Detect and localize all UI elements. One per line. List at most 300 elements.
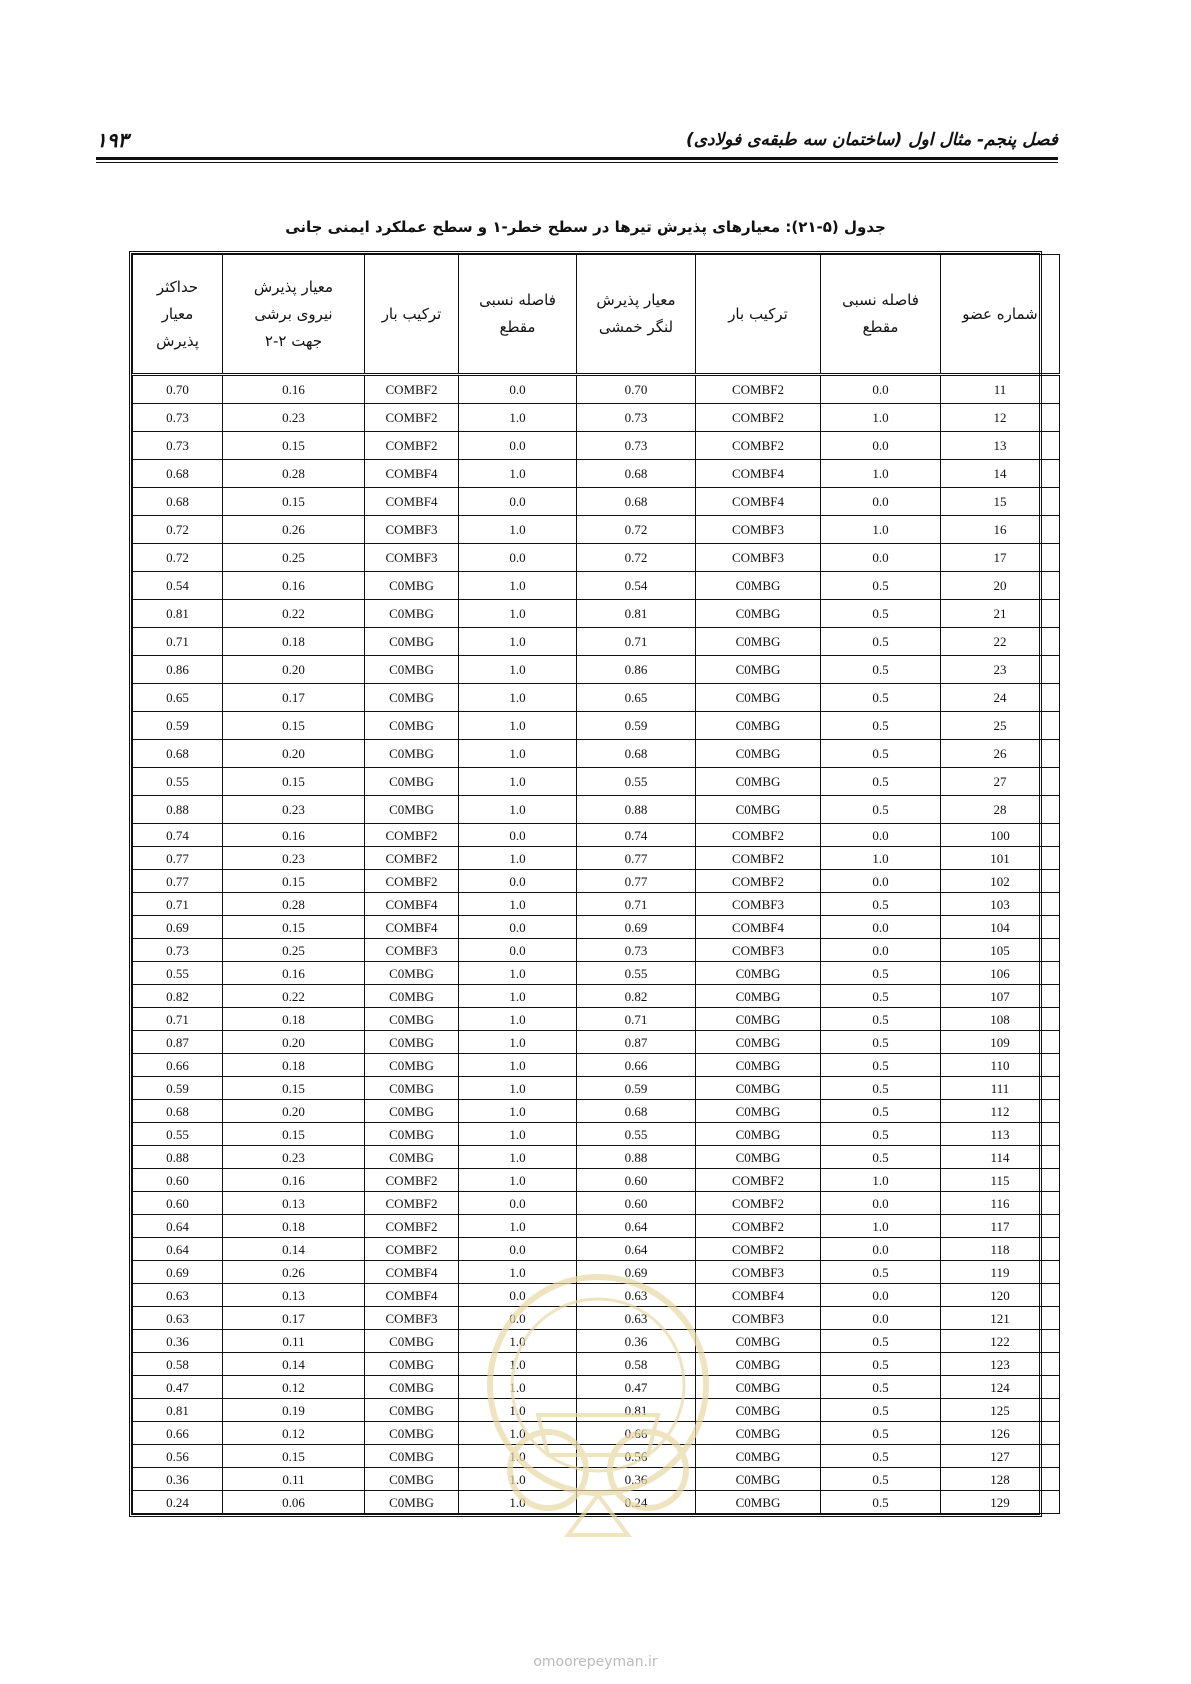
table-cell: C0MBG	[696, 1445, 821, 1468]
table-cell: 1.0	[459, 1330, 577, 1353]
table-cell: COMBF4	[696, 460, 821, 488]
table-cell: 1.0	[459, 1031, 577, 1054]
table-cell: 1.0	[821, 404, 941, 432]
table-cell: 0.23	[223, 847, 365, 870]
table-cell: 0.16	[223, 824, 365, 847]
table-cell: C0MBG	[696, 1330, 821, 1353]
table-cell: 1.0	[459, 712, 577, 740]
table-cell: 0.0	[821, 432, 941, 460]
table-cell: 1.0	[459, 1491, 577, 1514]
column-header	[941, 255, 1060, 375]
table-cell: 1.0	[459, 460, 577, 488]
table-row	[133, 656, 1060, 684]
table-cell: 1.0	[459, 985, 577, 1008]
table-cell: 0.71	[577, 893, 696, 916]
table-cell: 0.5	[821, 1330, 941, 1353]
table-cell: 0.15	[223, 1445, 365, 1468]
table-cell: 0.68	[577, 740, 696, 768]
table-cell: 1.0	[459, 1399, 577, 1422]
table-cell: 0.28	[223, 460, 365, 488]
column-header	[133, 255, 223, 375]
table-row	[133, 870, 1060, 893]
table-cell: COMBF2	[696, 870, 821, 893]
table-cell: 22	[941, 628, 1060, 656]
table-cell: COMBF3	[365, 544, 459, 572]
table-cell: 0.73	[577, 939, 696, 962]
table-cell: C0MBG	[365, 572, 459, 600]
table-cell: 0.23	[223, 404, 365, 432]
table-row	[133, 628, 1060, 656]
table-cell: C0MBG	[365, 1123, 459, 1146]
table-cell: 0.0	[821, 375, 941, 404]
table-cell: 0.55	[577, 1123, 696, 1146]
table-cell: 0.64	[133, 1215, 223, 1238]
table-cell: 0.5	[821, 1491, 941, 1514]
table-cell: 0.13	[223, 1192, 365, 1215]
table-cell: 0.81	[133, 600, 223, 628]
table-cell: 127	[941, 1445, 1060, 1468]
table-cell: C0MBG	[696, 1376, 821, 1399]
table-cell: COMBF4	[365, 460, 459, 488]
table-row	[133, 1491, 1060, 1514]
table-cell: 0.88	[133, 1146, 223, 1169]
table-cell: COMBF3	[365, 1307, 459, 1330]
table-cell: 0.17	[223, 1307, 365, 1330]
table-row	[133, 404, 1060, 432]
table-cell: 0.5	[821, 1468, 941, 1491]
column-header-line: مقطع	[862, 318, 899, 336]
table-cell: 1.0	[459, 600, 577, 628]
table-cell: C0MBG	[365, 684, 459, 712]
table-cell: C0MBG	[696, 1077, 821, 1100]
table-cell: C0MBG	[365, 1031, 459, 1054]
table-cell: 0.15	[223, 1077, 365, 1100]
table-cell: 0.18	[223, 1215, 365, 1238]
table-cell: 0.16	[223, 572, 365, 600]
table-cell: 1.0	[459, 740, 577, 768]
table-cell: C0MBG	[696, 1123, 821, 1146]
table-cell: 0.87	[577, 1031, 696, 1054]
table-cell: 1.0	[459, 962, 577, 985]
table-cell: 0.5	[821, 768, 941, 796]
table-cell: 0.73	[577, 404, 696, 432]
table-cell: 1.0	[459, 404, 577, 432]
table-cell: 115	[941, 1169, 1060, 1192]
table-row	[133, 684, 1060, 712]
table-cell: 0.71	[133, 1008, 223, 1031]
table-row	[133, 544, 1060, 572]
table-cell: 0.5	[821, 656, 941, 684]
table-cell: 0.71	[577, 1008, 696, 1031]
table-row	[133, 600, 1060, 628]
table-cell: COMBF3	[696, 893, 821, 916]
page-number: ۱۹۳	[96, 128, 129, 152]
table-cell: 0.5	[821, 712, 941, 740]
table-cell: 0.68	[133, 488, 223, 516]
column-header	[459, 255, 577, 375]
table-cell: C0MBG	[365, 1100, 459, 1123]
table-cell: 0.0	[821, 1192, 941, 1215]
table-cell: COMBF4	[696, 488, 821, 516]
table-cell: C0MBG	[696, 796, 821, 824]
table-row	[133, 375, 1060, 404]
table-cell: 1.0	[459, 1215, 577, 1238]
table-cell: 1.0	[459, 656, 577, 684]
table-cell: 1.0	[459, 1353, 577, 1376]
table-cell: 0.16	[223, 962, 365, 985]
table-cell: COMBF4	[365, 488, 459, 516]
table-cell: C0MBG	[365, 1054, 459, 1077]
table-cell: 20	[941, 572, 1060, 600]
table-cell: 0.5	[821, 1008, 941, 1031]
table-cell: 0.63	[577, 1284, 696, 1307]
table-row	[133, 962, 1060, 985]
table-cell: 0.5	[821, 962, 941, 985]
table-row	[133, 460, 1060, 488]
table-cell: 0.13	[223, 1284, 365, 1307]
table-cell: C0MBG	[365, 656, 459, 684]
table-cell: 0.88	[133, 796, 223, 824]
table-row	[133, 1215, 1060, 1238]
table-cell: 0.56	[133, 1445, 223, 1468]
table-cell: 1.0	[459, 796, 577, 824]
table-cell: COMBF2	[696, 404, 821, 432]
table-cell: 0.15	[223, 432, 365, 460]
table-cell: 0.82	[133, 985, 223, 1008]
table-cell: 0.5	[821, 893, 941, 916]
table-row	[133, 1307, 1060, 1330]
table-caption: جدول (۵-۲۱): معیارهای پذیرش تیرها در سطح خطر-۱ و سطح عملکرد ایمنی جانی	[285, 218, 886, 236]
table-cell: 24	[941, 684, 1060, 712]
table-row	[133, 1169, 1060, 1192]
column-header-line: ترکیب بار	[728, 304, 788, 323]
table-cell: 0.71	[133, 893, 223, 916]
table-cell: COMBF2	[696, 1215, 821, 1238]
table-cell: C0MBG	[696, 628, 821, 656]
table-cell: C0MBG	[696, 656, 821, 684]
table-cell: 28	[941, 796, 1060, 824]
table-cell: C0MBG	[696, 985, 821, 1008]
table-cell: COMBF4	[365, 1261, 459, 1284]
table-row	[133, 1399, 1060, 1422]
table-cell: 0.5	[821, 572, 941, 600]
table-cell: COMBF2	[365, 1169, 459, 1192]
column-header	[577, 255, 696, 375]
table-cell: 0.77	[577, 870, 696, 893]
table-cell: 0.23	[223, 1146, 365, 1169]
table-row	[133, 1422, 1060, 1445]
table-cell: 0.20	[223, 656, 365, 684]
table-cell: C0MBG	[696, 1031, 821, 1054]
table-cell: 0.73	[133, 939, 223, 962]
table-cell: 1.0	[821, 847, 941, 870]
table-cell: 0.68	[133, 460, 223, 488]
table-cell: 1.0	[459, 847, 577, 870]
table-row	[133, 1376, 1060, 1399]
table-cell: 0.11	[223, 1330, 365, 1353]
table-cell: 0.0	[821, 1238, 941, 1261]
table-cell: C0MBG	[365, 962, 459, 985]
column-header-line: ترکیب بار	[381, 304, 442, 323]
table-cell: 0.14	[223, 1238, 365, 1261]
table-cell: 0.0	[459, 1307, 577, 1330]
table-cell: 0.20	[223, 740, 365, 768]
table-cell: 120	[941, 1284, 1060, 1307]
table-cell: 1.0	[459, 768, 577, 796]
table-cell: 103	[941, 893, 1060, 916]
table-cell: 108	[941, 1008, 1060, 1031]
table-cell: 0.36	[577, 1468, 696, 1491]
table-cell: 1.0	[459, 516, 577, 544]
table-cell: C0MBG	[365, 740, 459, 768]
table-cell: 13	[941, 432, 1060, 460]
table-cell: 0.15	[223, 768, 365, 796]
table-cell: 119	[941, 1261, 1060, 1284]
table-cell: 0.63	[133, 1307, 223, 1330]
table-cell: 0.64	[577, 1238, 696, 1261]
table-cell: 0.59	[133, 712, 223, 740]
table-cell: 0.5	[821, 628, 941, 656]
table-cell: C0MBG	[696, 1399, 821, 1422]
table-row	[133, 1238, 1060, 1261]
page-header	[96, 128, 1058, 152]
table-cell: 1.0	[459, 1261, 577, 1284]
table-cell: 0.36	[577, 1330, 696, 1353]
table-cell: 0.18	[223, 1008, 365, 1031]
table-cell: 0.55	[133, 962, 223, 985]
table-cell: COMBF2	[365, 404, 459, 432]
table-cell: C0MBG	[365, 1376, 459, 1399]
column-header-line: حداکثر	[156, 277, 199, 296]
watermark-site: omoorepeyman.ir	[533, 1654, 658, 1670]
table-cell: 118	[941, 1238, 1060, 1261]
table-cell: 0.15	[223, 870, 365, 893]
table-cell: 0.0	[459, 432, 577, 460]
table-cell: COMBF2	[696, 1238, 821, 1261]
table-cell: 0.60	[133, 1192, 223, 1215]
table-cell: 11	[941, 375, 1060, 404]
table-cell: 0.66	[577, 1422, 696, 1445]
column-header-line: شماره عضو	[962, 304, 1038, 323]
table-cell: 0.5	[821, 600, 941, 628]
table-cell: COMBF4	[365, 916, 459, 939]
table-cell: C0MBG	[696, 1353, 821, 1376]
table-cell: C0MBG	[696, 684, 821, 712]
table-cell: 0.55	[133, 1123, 223, 1146]
table-cell: 0.86	[133, 656, 223, 684]
column-header	[365, 255, 459, 375]
table-cell: 0.68	[133, 740, 223, 768]
table-row	[133, 1054, 1060, 1077]
table-cell: C0MBG	[365, 600, 459, 628]
table-cell: 0.5	[821, 684, 941, 712]
table-cell: 121	[941, 1307, 1060, 1330]
table-cell: 116	[941, 1192, 1060, 1215]
table-cell: 111	[941, 1077, 1060, 1100]
table-cell: COMBF2	[365, 1192, 459, 1215]
table-cell: 0.54	[133, 572, 223, 600]
table-cell: 25	[941, 712, 1060, 740]
table-cell: 0.59	[577, 712, 696, 740]
table-row	[133, 432, 1060, 460]
table-cell: 0.70	[133, 375, 223, 404]
table-cell: 0.88	[577, 796, 696, 824]
table-cell: 0.65	[133, 684, 223, 712]
table-cell: 0.59	[577, 1077, 696, 1100]
table-row	[133, 1031, 1060, 1054]
table-cell: 0.87	[133, 1031, 223, 1054]
table-cell: C0MBG	[365, 1491, 459, 1514]
table-cell: 100	[941, 824, 1060, 847]
table-cell: 1.0	[459, 572, 577, 600]
table-cell: 0.66	[133, 1054, 223, 1077]
table-row	[133, 1284, 1060, 1307]
table-cell: 0.82	[577, 985, 696, 1008]
table-row	[133, 1100, 1060, 1123]
column-header-line: مقطع	[499, 318, 536, 336]
table-cell: C0MBG	[696, 768, 821, 796]
table-row	[133, 893, 1060, 916]
table-cell: C0MBG	[365, 768, 459, 796]
table-cell: 0.0	[459, 916, 577, 939]
table-cell: COMBF3	[365, 939, 459, 962]
table-cell: COMBF2	[365, 824, 459, 847]
table-cell: 1.0	[459, 1123, 577, 1146]
table-cell: C0MBG	[365, 1422, 459, 1445]
table-cell: 0.36	[133, 1330, 223, 1353]
table-cell: 0.60	[577, 1192, 696, 1215]
table-cell: 0.5	[821, 1146, 941, 1169]
table-cell: COMBF4	[365, 1284, 459, 1307]
table-header-row	[133, 255, 1060, 375]
table-cell: 0.65	[577, 684, 696, 712]
table-row	[133, 740, 1060, 768]
table-cell: 14	[941, 460, 1060, 488]
table-cell: 0.15	[223, 488, 365, 516]
table-cell: 27	[941, 768, 1060, 796]
table-cell: 0.14	[223, 1353, 365, 1376]
table-cell: 0.16	[223, 1169, 365, 1192]
table-cell: C0MBG	[696, 1146, 821, 1169]
table-cell: 0.24	[133, 1491, 223, 1514]
table-cell: 0.86	[577, 656, 696, 684]
table-cell: C0MBG	[365, 1008, 459, 1031]
table-cell: 0.16	[223, 375, 365, 404]
table-cell: 0.5	[821, 796, 941, 824]
table-cell: 1.0	[459, 1376, 577, 1399]
table-cell: C0MBG	[365, 1077, 459, 1100]
table-cell: 0.77	[133, 870, 223, 893]
table-cell: 0.0	[821, 870, 941, 893]
table-cell: 0.69	[577, 916, 696, 939]
table-cell: 1.0	[821, 516, 941, 544]
table-cell: 0.0	[821, 1307, 941, 1330]
table-cell: 0.28	[223, 893, 365, 916]
table-cell: 0.63	[577, 1307, 696, 1330]
table-cell: 113	[941, 1123, 1060, 1146]
table-cell: COMBF2	[365, 432, 459, 460]
table-cell: 0.5	[821, 1123, 941, 1146]
table-cell: 0.5	[821, 1100, 941, 1123]
table-row	[133, 985, 1060, 1008]
table-cell: C0MBG	[365, 985, 459, 1008]
table-cell: 0.19	[223, 1399, 365, 1422]
table-row	[133, 1077, 1060, 1100]
table-row	[133, 1261, 1060, 1284]
table-cell: C0MBG	[365, 1468, 459, 1491]
table-cell: 0.5	[821, 1077, 941, 1100]
table-cell: 123	[941, 1353, 1060, 1376]
table-cell: COMBF4	[696, 916, 821, 939]
table-cell: COMBF2	[696, 375, 821, 404]
table-cell: COMBF2	[365, 847, 459, 870]
table-cell: 0.68	[577, 460, 696, 488]
table-cell: 0.0	[459, 939, 577, 962]
table-cell: 1.0	[459, 1054, 577, 1077]
table-row	[133, 768, 1060, 796]
table-cell: COMBF2	[696, 1192, 821, 1215]
table-cell: C0MBG	[365, 1146, 459, 1169]
table-cell: 0.69	[133, 916, 223, 939]
table-cell: 26	[941, 740, 1060, 768]
table-cell: 1.0	[459, 1169, 577, 1192]
table-cell: C0MBG	[365, 1399, 459, 1422]
table-cell: C0MBG	[696, 1468, 821, 1491]
table-cell: 0.63	[133, 1284, 223, 1307]
table-cell: 0.68	[577, 488, 696, 516]
table-cell: 0.74	[577, 824, 696, 847]
table-row	[133, 1123, 1060, 1146]
table-row	[133, 516, 1060, 544]
table-cell: 0.0	[821, 488, 941, 516]
column-header-line: جهت ۲-۲	[264, 331, 323, 350]
table-cell: 117	[941, 1215, 1060, 1238]
table-row	[133, 1468, 1060, 1491]
table-cell: 0.0	[459, 1192, 577, 1215]
table-row	[133, 1445, 1060, 1468]
table-cell: C0MBG	[696, 1422, 821, 1445]
table-cell: 0.73	[133, 432, 223, 460]
table-cell: 106	[941, 962, 1060, 985]
table-cell: 0.66	[133, 1422, 223, 1445]
table-cell: C0MBG	[365, 1445, 459, 1468]
table-cell: 0.0	[459, 544, 577, 572]
table-cell: 0.22	[223, 985, 365, 1008]
table-cell: 0.25	[223, 939, 365, 962]
table-cell: C0MBG	[696, 740, 821, 768]
table-cell: 1.0	[459, 1422, 577, 1445]
table-cell: 0.81	[577, 1399, 696, 1422]
table-cell: C0MBG	[696, 572, 821, 600]
table-cell: 0.55	[133, 768, 223, 796]
table-cell: 0.55	[577, 962, 696, 985]
table-cell: 0.5	[821, 1422, 941, 1445]
table-cell: 0.81	[577, 600, 696, 628]
table-cell: 109	[941, 1031, 1060, 1054]
table-row	[133, 916, 1060, 939]
table-cell: COMBF2	[365, 870, 459, 893]
table-cell: 0.54	[577, 572, 696, 600]
table-cell: 0.20	[223, 1100, 365, 1123]
table-cell: 0.68	[577, 1100, 696, 1123]
table-cell: C0MBG	[696, 712, 821, 740]
table-cell: 1.0	[459, 1445, 577, 1468]
table-cell: 0.47	[577, 1376, 696, 1399]
table-row	[133, 1008, 1060, 1031]
table-cell: 0.0	[459, 824, 577, 847]
table-cell: 1.0	[821, 1169, 941, 1192]
table-cell: C0MBG	[365, 1353, 459, 1376]
